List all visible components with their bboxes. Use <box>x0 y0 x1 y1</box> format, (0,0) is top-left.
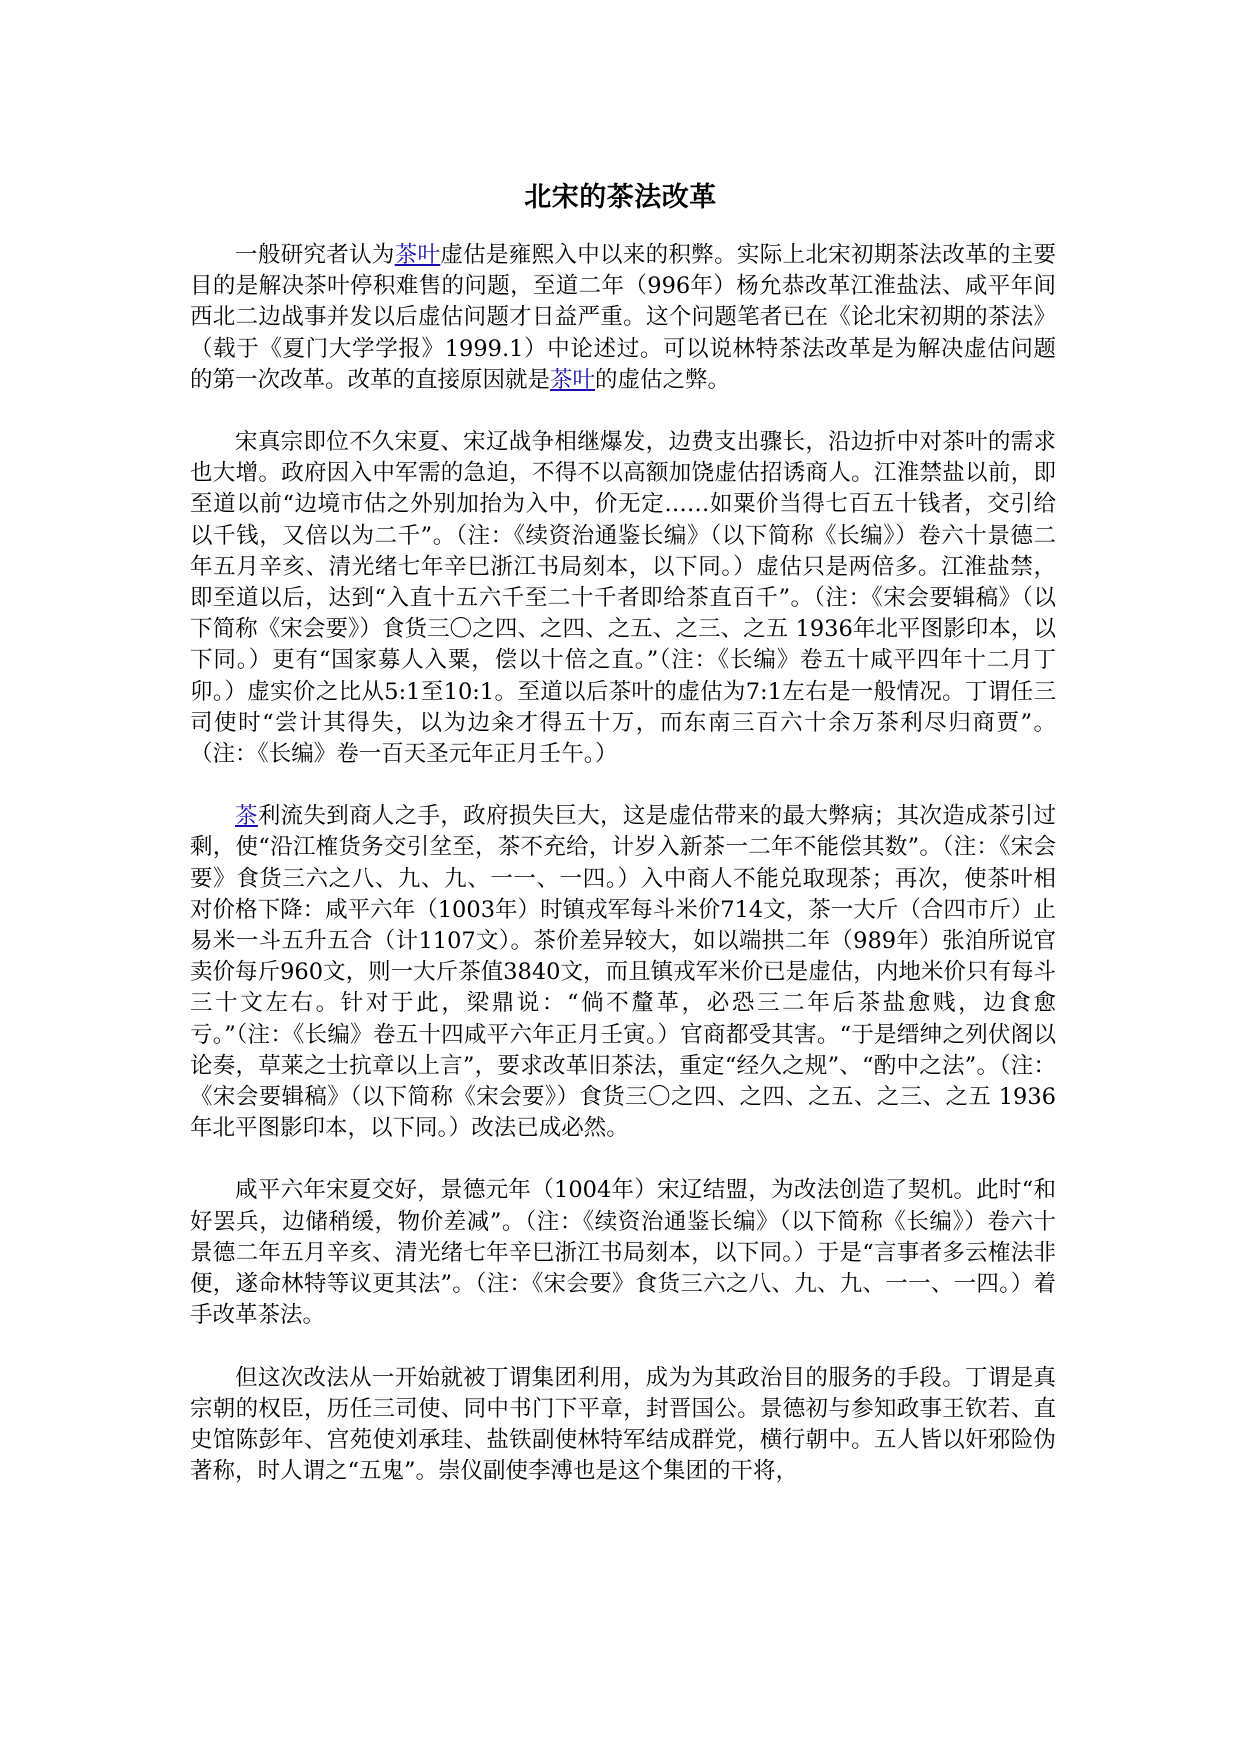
paragraph-1-text-b: 虚估是雍熙入中以来的积弊。实际上北宋初期茶法改革的主要目的是解决茶叶停积难售的问题，至道二年（996年）杨允恭改革江淮盐法、咸平年间西北二边战事并发以后虚估问题才日益严重。这个问题笔者已在《论北宋初期的茶法》（载于《夏门大学学报》1999.1）中论述过。可以说林特茶法改革是为解决虚估问题的第一次改革。改革的直接原因就是 <box>190 242 1056 393</box>
paragraph-3 <box>190 801 1056 1144</box>
paragraph-1-text-a: 一般研究者认为 <box>235 242 395 268</box>
paragraph-4: 咸平六年宋夏交好，景德元年（1004年）宋辽结盟，为改法创造了契机。此时“和好罢兵，边储稍缓，物价差减”。（注：《续资治通鉴长编》（以下简称《长编》）卷六十景德二年五月辛亥、清光绪七年辛巳浙江书局刻本，以下同。）于是“言事者多云榷法非便，遂命林特等议更其法”。（注：《宋会要》食货三六之八、九、九、一一、一四。）着手改革茶法。 <box>190 1177 1056 1329</box>
page-title: 北宋的茶法改革 <box>524 182 717 214</box>
tea-leaf-link[interactable]: 茶叶 <box>394 242 441 268</box>
paragraph-1 <box>190 240 1056 396</box>
article-body <box>190 240 1056 1518</box>
paragraph-2: 宋真宗即位不久宋夏、宋辽战争相继爆发，边费支出骤长，沿边折中对茶叶的需求也大增。政府因入中军需的急迫，不得不以高额加饶虚估招诱商人。江淮禁盐以前，即至道以前“边境市估之外别加抬为入中，价无定……如粟价当得七百五十钱者，交引给以千钱，又倍以为二千”。（注：《续资治通鉴长编》（以下简称《长编》）卷六十景德二年五月辛亥、清光绪七年辛巳浙江书局刻本，以下同。）虚估只是两倍多。江淮盐禁，即至道以后，达到“入直十五六千至二十千者即给茶直百千”。（注：《宋会要辑稿》（以下简称《宋会要》）食货三〇之四、之四、之五、之三、之五 1936年北平图影印本，以下同。）更有“国家募人入粟，偿以十倍之直。”（注：《长编》卷五十咸平四年十二月丁卯。）虚实价之比从5:1至10:1。至道以后茶叶的虚估为7:1左右是一般情况。丁谓任三司使时“尝计其得失，以为边籴才得五十万，而东南三百六十余万茶利尽归商贾”。（注：《长编》卷一百天圣元年正月壬午。） <box>190 429 1056 768</box>
paragraph-1-text-c: 的虚估之弊。 <box>595 366 731 393</box>
paragraph-5: 但这次改法从一开始就被丁谓集团利用，成为为其政治目的服务的手段。丁谓是真宗朝的权臣，历任三司使、同中书门下平章，封晋国公。景德初与参知政事王钦若、直史馆陈彭年、宫苑使刘承珪、盐铁副使林特军结成群党，横行朝中。五人皆以奸邪险伪著称，时人谓之“五鬼”。崇仪副使李溥也是这个集团的干将， <box>190 1364 1056 1485</box>
paragraph-3-text: 利流失到商人之手，政府损失巨大，这是虚估带来的最大弊病；其次造成茶引过剩，使“沿江榷货务交引坌至，茶不充给，计岁入新茶一二年不能偿其数”。（注：《宋会要》食货三六之八、九、九、一一、一四。）入中商人不能兑取现茶；再次，使茶叶相对价格下降：咸平六年（1003年）时镇戎军每斗米价714文，茶一大斤（合四市斤）止易米一斗五升五合（计1107文）。茶价差异较大，如以端拱二年（989年）张洎所说官卖价每斤960文，则一大斤茶值3840文，而且镇戎军米价已是虚估，内地米价只有每斗三十文左右。针对于此，梁鼎说：“倘不釐革，必恐三二年后茶盐愈贱，边食愈亏。”（注：《长编》卷五十四咸平六年正月壬寅。）官商都受其害。“于是缙绅之列伏阁以论奏，草莱之士抗章以上言”，要求改革旧茶法，重定“经久之规”、“酌中之法”。（注：《宋会要辑稿》（以下简称《宋会要》）食货三〇之四、之四、之五、之三、之五 1936年北平图影印本，以下同。）改法已成必然。 <box>190 803 1056 1142</box>
tea-leaf-link[interactable]: 茶叶 <box>550 366 596 393</box>
tea-link[interactable]: 茶 <box>235 803 258 830</box>
